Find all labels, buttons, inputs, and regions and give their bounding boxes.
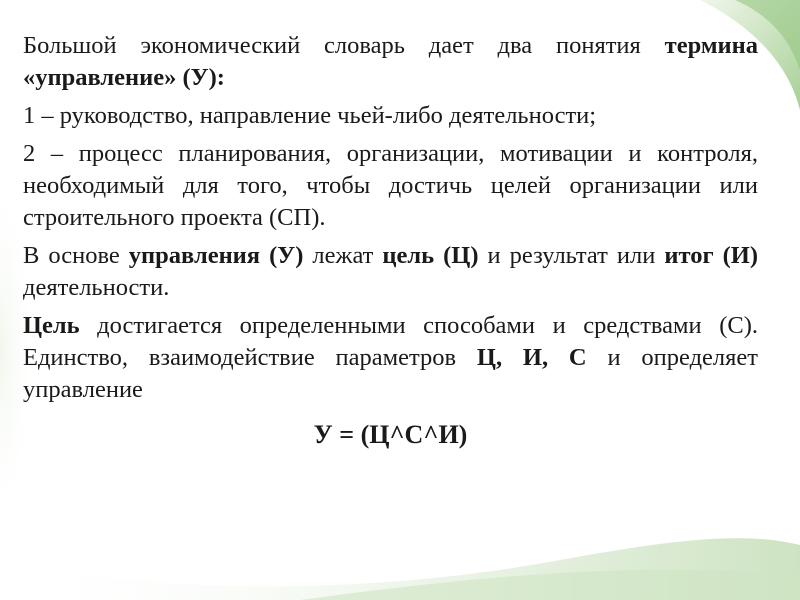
bold-term: управления (У): [128, 242, 304, 269]
slide-body: [23, 30, 758, 452]
text-run: Большой экономический словарь дает два понятия: [23, 32, 665, 59]
text-run: 1 – руководство, направление чьей-либо деятельности;: [23, 102, 597, 129]
text-run: достигается определенными способами и средствами (С). Единство, взаимодействие параметров: [23, 312, 758, 371]
bold-term: Ц, И, С: [476, 344, 587, 371]
formula: У = (Ц^С^И): [313, 420, 468, 449]
paragraph-definition-2: [23, 138, 758, 234]
text-run: и результат или: [478, 242, 665, 269]
text-run: лежат: [303, 242, 383, 269]
bold-term: термина «управление» (У):: [23, 32, 758, 91]
text-run: 2 – процесс планирования, организации, мотивации и контроля, необходимый для того, чтобы достичь целей организации или строительного проекта (СП).: [23, 140, 758, 231]
bold-term: Цель: [23, 312, 80, 339]
bold-term: итог (И): [664, 242, 758, 269]
paragraph-basis: [23, 240, 758, 304]
bold-term: цель (Ц): [382, 242, 479, 269]
paragraph-goal: [23, 310, 758, 406]
text-run: и определяет управление: [23, 344, 758, 403]
paragraph-definition-1: [23, 100, 758, 132]
text-run: деятельности.: [23, 274, 170, 301]
text-run: В основе: [23, 242, 129, 269]
paragraph-definition-intro: [23, 30, 758, 94]
